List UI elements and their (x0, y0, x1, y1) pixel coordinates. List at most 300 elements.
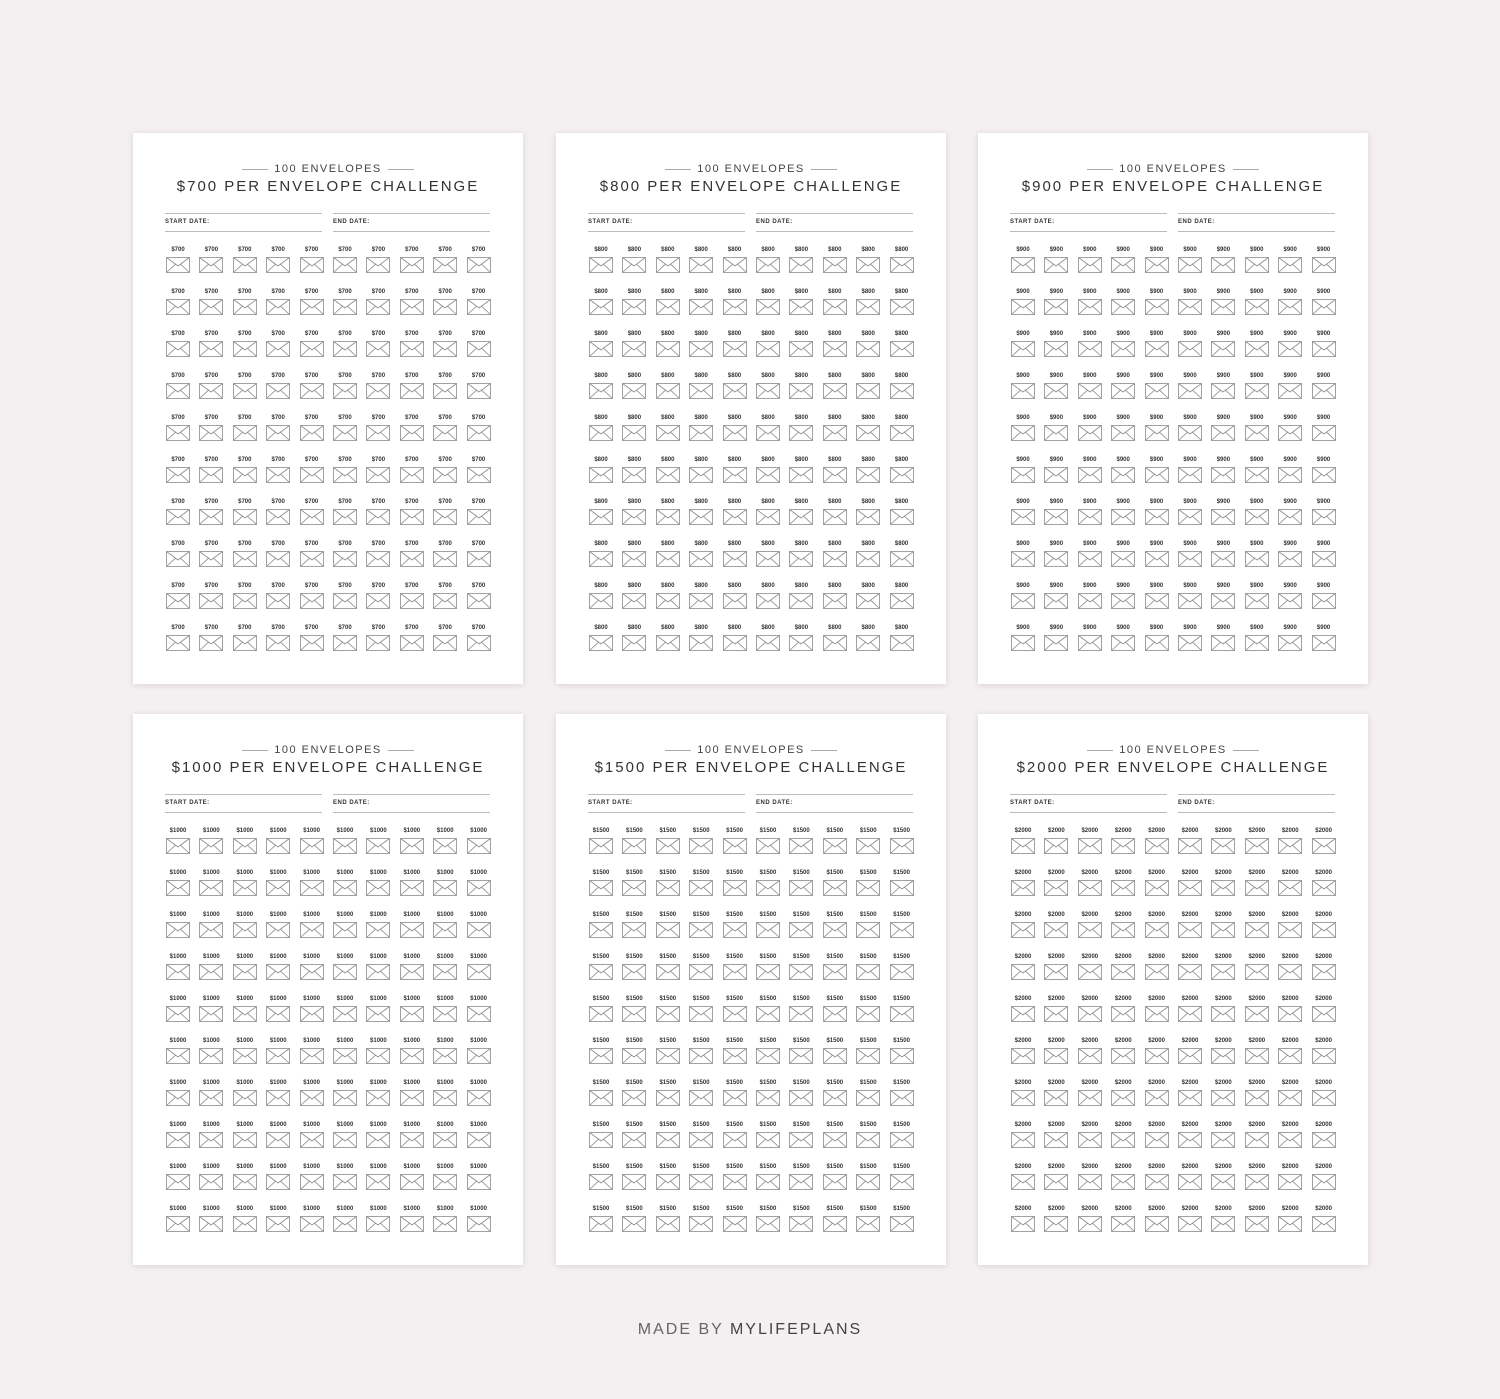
envelope-cell[interactable] (822, 457, 848, 485)
envelope-cell[interactable] (1244, 828, 1270, 856)
envelope-cell[interactable] (1210, 1164, 1236, 1192)
envelope-cell[interactable] (399, 331, 425, 359)
envelope-cell[interactable] (755, 1038, 781, 1066)
envelope-cell[interactable] (855, 289, 881, 317)
envelope-cell[interactable] (1177, 499, 1203, 527)
envelope-cell[interactable] (1077, 1164, 1103, 1192)
envelope-cell[interactable] (822, 541, 848, 569)
envelope-cell[interactable] (722, 996, 748, 1024)
envelope-cell[interactable] (1144, 912, 1170, 940)
envelope-cell[interactable] (822, 870, 848, 898)
envelope-cell[interactable] (265, 625, 291, 653)
envelope-cell[interactable] (1010, 289, 1036, 317)
envelope-cell[interactable] (755, 828, 781, 856)
envelope-cell[interactable] (1244, 331, 1270, 359)
envelope-cell[interactable] (198, 1122, 224, 1150)
envelope-cell[interactable] (588, 1122, 614, 1150)
envelope-cell[interactable] (198, 583, 224, 611)
envelope-cell[interactable] (1177, 415, 1203, 443)
envelope-cell[interactable] (1144, 247, 1170, 275)
envelope-cell[interactable] (1210, 415, 1236, 443)
envelope-cell[interactable] (588, 499, 614, 527)
envelope-cell[interactable] (432, 331, 458, 359)
envelope-cell[interactable] (332, 828, 358, 856)
end-date-field[interactable] (333, 213, 490, 232)
envelope-cell[interactable] (332, 583, 358, 611)
envelope-cell[interactable] (621, 415, 647, 443)
envelope-cell[interactable] (165, 1080, 191, 1108)
envelope-cell[interactable] (365, 870, 391, 898)
envelope-cell[interactable] (1311, 499, 1337, 527)
envelope-cell[interactable] (1277, 870, 1303, 898)
envelope-cell[interactable] (1244, 1206, 1270, 1234)
envelope-cell[interactable] (1311, 457, 1337, 485)
envelope-cell[interactable] (1010, 828, 1036, 856)
envelope-cell[interactable] (399, 625, 425, 653)
envelope-cell[interactable] (232, 828, 258, 856)
envelope-cell[interactable] (399, 583, 425, 611)
envelope-cell[interactable] (1077, 583, 1103, 611)
envelope-cell[interactable] (688, 870, 714, 898)
envelope-cell[interactable] (822, 331, 848, 359)
envelope-cell[interactable] (1077, 1122, 1103, 1150)
envelope-cell[interactable] (855, 954, 881, 982)
envelope-cell[interactable] (1043, 1206, 1069, 1234)
envelope-cell[interactable] (265, 583, 291, 611)
envelope-cell[interactable] (1110, 331, 1136, 359)
envelope-cell[interactable] (1010, 1164, 1036, 1192)
envelope-cell[interactable] (621, 1164, 647, 1192)
envelope-cell[interactable] (655, 996, 681, 1024)
envelope-cell[interactable] (822, 1080, 848, 1108)
envelope-cell[interactable] (1144, 289, 1170, 317)
envelope-cell[interactable] (722, 954, 748, 982)
envelope-cell[interactable] (655, 1206, 681, 1234)
envelope-cell[interactable] (432, 541, 458, 569)
envelope-cell[interactable] (788, 625, 814, 653)
envelope-cell[interactable] (1210, 1080, 1236, 1108)
envelope-cell[interactable] (788, 954, 814, 982)
envelope-cell[interactable] (1311, 625, 1337, 653)
envelope-cell[interactable] (432, 289, 458, 317)
envelope-cell[interactable] (299, 1206, 325, 1234)
envelope-cell[interactable] (1010, 625, 1036, 653)
envelope-cell[interactable] (265, 1206, 291, 1234)
envelope-cell[interactable] (1244, 625, 1270, 653)
envelope-cell[interactable] (198, 828, 224, 856)
envelope-cell[interactable] (1144, 1206, 1170, 1234)
envelope-cell[interactable] (1277, 583, 1303, 611)
envelope-cell[interactable] (1010, 415, 1036, 443)
envelope-cell[interactable] (1177, 247, 1203, 275)
envelope-cell[interactable] (1277, 1038, 1303, 1066)
envelope-cell[interactable] (466, 828, 492, 856)
envelope-cell[interactable] (1043, 331, 1069, 359)
envelope-cell[interactable] (855, 415, 881, 443)
envelope-cell[interactable] (621, 996, 647, 1024)
envelope-cell[interactable] (332, 415, 358, 443)
envelope-cell[interactable] (1311, 247, 1337, 275)
envelope-cell[interactable] (466, 541, 492, 569)
envelope-cell[interactable] (788, 331, 814, 359)
envelope-cell[interactable] (655, 912, 681, 940)
envelope-cell[interactable] (889, 457, 915, 485)
envelope-cell[interactable] (466, 373, 492, 401)
envelope-cell[interactable] (1110, 1164, 1136, 1192)
envelope-cell[interactable] (466, 415, 492, 443)
envelope-cell[interactable] (1043, 457, 1069, 485)
envelope-cell[interactable] (399, 499, 425, 527)
envelope-cell[interactable] (1244, 912, 1270, 940)
envelope-cell[interactable] (432, 1122, 458, 1150)
envelope-cell[interactable] (432, 1164, 458, 1192)
envelope-cell[interactable] (688, 289, 714, 317)
envelope-cell[interactable] (1210, 541, 1236, 569)
envelope-cell[interactable] (1210, 373, 1236, 401)
envelope-cell[interactable] (722, 331, 748, 359)
envelope-cell[interactable] (232, 996, 258, 1024)
envelope-cell[interactable] (655, 828, 681, 856)
envelope-cell[interactable] (588, 373, 614, 401)
envelope-cell[interactable] (399, 457, 425, 485)
envelope-cell[interactable] (889, 415, 915, 443)
envelope-cell[interactable] (621, 247, 647, 275)
envelope-cell[interactable] (399, 415, 425, 443)
envelope-cell[interactable] (621, 828, 647, 856)
envelope-cell[interactable] (1010, 954, 1036, 982)
envelope-cell[interactable] (1077, 247, 1103, 275)
end-date-field[interactable] (1178, 213, 1335, 232)
envelope-cell[interactable] (232, 331, 258, 359)
envelope-cell[interactable] (432, 625, 458, 653)
envelope-cell[interactable] (855, 828, 881, 856)
envelope-cell[interactable] (621, 331, 647, 359)
envelope-cell[interactable] (1210, 625, 1236, 653)
envelope-cell[interactable] (688, 1038, 714, 1066)
envelope-cell[interactable] (432, 828, 458, 856)
envelope-cell[interactable] (1311, 1038, 1337, 1066)
envelope-cell[interactable] (722, 499, 748, 527)
envelope-cell[interactable] (788, 1206, 814, 1234)
envelope-cell[interactable] (1144, 1080, 1170, 1108)
envelope-cell[interactable] (855, 1122, 881, 1150)
envelope-cell[interactable] (432, 247, 458, 275)
envelope-cell[interactable] (788, 1038, 814, 1066)
envelope-cell[interactable] (855, 625, 881, 653)
envelope-cell[interactable] (1144, 415, 1170, 443)
envelope-cell[interactable] (788, 828, 814, 856)
envelope-cell[interactable] (232, 457, 258, 485)
envelope-cell[interactable] (655, 583, 681, 611)
end-date-field[interactable] (333, 794, 490, 813)
envelope-cell[interactable] (299, 1080, 325, 1108)
envelope-cell[interactable] (755, 996, 781, 1024)
envelope-cell[interactable] (1144, 828, 1170, 856)
envelope-cell[interactable] (855, 457, 881, 485)
envelope-cell[interactable] (165, 954, 191, 982)
envelope-cell[interactable] (232, 954, 258, 982)
envelope-cell[interactable] (198, 1038, 224, 1066)
envelope-cell[interactable] (165, 625, 191, 653)
start-date-field[interactable] (165, 794, 322, 813)
envelope-cell[interactable] (265, 457, 291, 485)
envelope-cell[interactable] (1277, 996, 1303, 1024)
envelope-cell[interactable] (1010, 373, 1036, 401)
envelope-cell[interactable] (466, 583, 492, 611)
envelope-cell[interactable] (1110, 583, 1136, 611)
envelope-cell[interactable] (265, 996, 291, 1024)
envelope-cell[interactable] (1177, 331, 1203, 359)
envelope-cell[interactable] (265, 1164, 291, 1192)
envelope-cell[interactable] (655, 499, 681, 527)
envelope-cell[interactable] (822, 583, 848, 611)
envelope-cell[interactable] (588, 583, 614, 611)
envelope-cell[interactable] (1144, 870, 1170, 898)
envelope-cell[interactable] (165, 912, 191, 940)
envelope-cell[interactable] (621, 457, 647, 485)
envelope-cell[interactable] (466, 331, 492, 359)
envelope-cell[interactable] (1010, 870, 1036, 898)
envelope-cell[interactable] (788, 247, 814, 275)
envelope-cell[interactable] (299, 996, 325, 1024)
envelope-cell[interactable] (1110, 1080, 1136, 1108)
envelope-cell[interactable] (588, 954, 614, 982)
envelope-cell[interactable] (1010, 247, 1036, 275)
envelope-cell[interactable] (232, 1080, 258, 1108)
envelope-cell[interactable] (621, 373, 647, 401)
envelope-cell[interactable] (332, 499, 358, 527)
envelope-cell[interactable] (299, 828, 325, 856)
envelope-cell[interactable] (855, 912, 881, 940)
envelope-cell[interactable] (365, 583, 391, 611)
envelope-cell[interactable] (755, 373, 781, 401)
envelope-cell[interactable] (1311, 912, 1337, 940)
envelope-cell[interactable] (1311, 289, 1337, 317)
envelope-cell[interactable] (265, 247, 291, 275)
envelope-cell[interactable] (165, 289, 191, 317)
envelope-cell[interactable] (1210, 457, 1236, 485)
envelope-cell[interactable] (889, 247, 915, 275)
envelope-cell[interactable] (365, 331, 391, 359)
envelope-cell[interactable] (1077, 289, 1103, 317)
envelope-cell[interactable] (232, 541, 258, 569)
envelope-cell[interactable] (1110, 541, 1136, 569)
envelope-cell[interactable] (655, 373, 681, 401)
envelope-cell[interactable] (722, 625, 748, 653)
envelope-cell[interactable] (1110, 289, 1136, 317)
envelope-cell[interactable] (1010, 1038, 1036, 1066)
envelope-cell[interactable] (588, 331, 614, 359)
envelope-cell[interactable] (755, 954, 781, 982)
envelope-cell[interactable] (232, 1164, 258, 1192)
envelope-cell[interactable] (588, 541, 614, 569)
envelope-cell[interactable] (788, 415, 814, 443)
envelope-cell[interactable] (722, 1038, 748, 1066)
envelope-cell[interactable] (1144, 331, 1170, 359)
envelope-cell[interactable] (198, 1206, 224, 1234)
envelope-cell[interactable] (822, 996, 848, 1024)
envelope-cell[interactable] (399, 373, 425, 401)
envelope-cell[interactable] (1210, 1038, 1236, 1066)
start-date-field[interactable] (1010, 213, 1167, 232)
envelope-cell[interactable] (165, 499, 191, 527)
end-date-field[interactable] (1178, 794, 1335, 813)
envelope-cell[interactable] (755, 1164, 781, 1192)
envelope-cell[interactable] (466, 499, 492, 527)
envelope-cell[interactable] (621, 1080, 647, 1108)
envelope-cell[interactable] (432, 912, 458, 940)
envelope-cell[interactable] (688, 1164, 714, 1192)
envelope-cell[interactable] (1043, 1122, 1069, 1150)
envelope-cell[interactable] (588, 996, 614, 1024)
envelope-cell[interactable] (332, 1038, 358, 1066)
envelope-cell[interactable] (655, 1122, 681, 1150)
envelope-cell[interactable] (432, 415, 458, 443)
envelope-cell[interactable] (722, 1164, 748, 1192)
envelope-cell[interactable] (889, 541, 915, 569)
envelope-cell[interactable] (1244, 499, 1270, 527)
envelope-cell[interactable] (299, 499, 325, 527)
envelope-cell[interactable] (621, 912, 647, 940)
envelope-cell[interactable] (722, 1206, 748, 1234)
envelope-cell[interactable] (588, 289, 614, 317)
envelope-cell[interactable] (1244, 996, 1270, 1024)
envelope-cell[interactable] (1277, 912, 1303, 940)
envelope-cell[interactable] (165, 1164, 191, 1192)
envelope-cell[interactable] (299, 247, 325, 275)
envelope-cell[interactable] (1043, 583, 1069, 611)
envelope-cell[interactable] (688, 457, 714, 485)
envelope-cell[interactable] (1110, 828, 1136, 856)
envelope-cell[interactable] (855, 996, 881, 1024)
envelope-cell[interactable] (332, 457, 358, 485)
envelope-cell[interactable] (688, 1080, 714, 1108)
envelope-cell[interactable] (1043, 912, 1069, 940)
envelope-cell[interactable] (1010, 541, 1036, 569)
envelope-cell[interactable] (365, 373, 391, 401)
envelope-cell[interactable] (332, 373, 358, 401)
envelope-cell[interactable] (822, 912, 848, 940)
envelope-cell[interactable] (1244, 289, 1270, 317)
envelope-cell[interactable] (198, 457, 224, 485)
envelope-cell[interactable] (365, 541, 391, 569)
envelope-cell[interactable] (688, 499, 714, 527)
envelope-cell[interactable] (1311, 583, 1337, 611)
envelope-cell[interactable] (788, 499, 814, 527)
envelope-cell[interactable] (755, 415, 781, 443)
envelope-cell[interactable] (722, 828, 748, 856)
envelope-cell[interactable] (1311, 1164, 1337, 1192)
envelope-cell[interactable] (1177, 457, 1203, 485)
envelope-cell[interactable] (232, 583, 258, 611)
envelope-cell[interactable] (198, 331, 224, 359)
envelope-cell[interactable] (1210, 912, 1236, 940)
envelope-cell[interactable] (198, 373, 224, 401)
envelope-cell[interactable] (1110, 1122, 1136, 1150)
envelope-cell[interactable] (1144, 541, 1170, 569)
envelope-cell[interactable] (688, 625, 714, 653)
envelope-cell[interactable] (822, 289, 848, 317)
envelope-cell[interactable] (299, 289, 325, 317)
envelope-cell[interactable] (365, 1206, 391, 1234)
envelope-cell[interactable] (232, 289, 258, 317)
envelope-cell[interactable] (1277, 289, 1303, 317)
envelope-cell[interactable] (1277, 954, 1303, 982)
envelope-cell[interactable] (1277, 1206, 1303, 1234)
envelope-cell[interactable] (399, 996, 425, 1024)
envelope-cell[interactable] (265, 499, 291, 527)
envelope-cell[interactable] (1244, 1038, 1270, 1066)
envelope-cell[interactable] (1144, 457, 1170, 485)
envelope-cell[interactable] (755, 499, 781, 527)
envelope-cell[interactable] (165, 541, 191, 569)
envelope-cell[interactable] (365, 1080, 391, 1108)
envelope-cell[interactable] (655, 457, 681, 485)
envelope-cell[interactable] (365, 457, 391, 485)
envelope-cell[interactable] (466, 1122, 492, 1150)
envelope-cell[interactable] (1043, 625, 1069, 653)
envelope-cell[interactable] (788, 541, 814, 569)
envelope-cell[interactable] (198, 1080, 224, 1108)
envelope-cell[interactable] (466, 1164, 492, 1192)
envelope-cell[interactable] (1144, 373, 1170, 401)
envelope-cell[interactable] (755, 457, 781, 485)
envelope-cell[interactable] (299, 1122, 325, 1150)
envelope-cell[interactable] (232, 870, 258, 898)
envelope-cell[interactable] (655, 331, 681, 359)
envelope-cell[interactable] (889, 996, 915, 1024)
envelope-cell[interactable] (299, 541, 325, 569)
envelope-cell[interactable] (1311, 828, 1337, 856)
envelope-cell[interactable] (588, 1080, 614, 1108)
envelope-cell[interactable] (722, 373, 748, 401)
envelope-cell[interactable] (1277, 541, 1303, 569)
envelope-cell[interactable] (1177, 954, 1203, 982)
envelope-cell[interactable] (855, 1038, 881, 1066)
envelope-cell[interactable] (365, 289, 391, 317)
envelope-cell[interactable] (399, 1206, 425, 1234)
envelope-cell[interactable] (588, 828, 614, 856)
envelope-cell[interactable] (466, 912, 492, 940)
envelope-cell[interactable] (1144, 1122, 1170, 1150)
end-date-field[interactable] (756, 213, 913, 232)
envelope-cell[interactable] (232, 912, 258, 940)
envelope-cell[interactable] (588, 1206, 614, 1234)
envelope-cell[interactable] (1311, 870, 1337, 898)
envelope-cell[interactable] (1110, 457, 1136, 485)
envelope-cell[interactable] (466, 996, 492, 1024)
envelope-cell[interactable] (165, 1122, 191, 1150)
envelope-cell[interactable] (889, 1038, 915, 1066)
envelope-cell[interactable] (232, 1122, 258, 1150)
envelope-cell[interactable] (232, 373, 258, 401)
envelope-cell[interactable] (1144, 1164, 1170, 1192)
envelope-cell[interactable] (588, 1038, 614, 1066)
envelope-cell[interactable] (1177, 1164, 1203, 1192)
envelope-cell[interactable] (299, 583, 325, 611)
envelope-cell[interactable] (332, 912, 358, 940)
envelope-cell[interactable] (332, 289, 358, 317)
envelope-cell[interactable] (332, 996, 358, 1024)
envelope-cell[interactable] (822, 247, 848, 275)
envelope-cell[interactable] (1210, 1206, 1236, 1234)
envelope-cell[interactable] (1277, 499, 1303, 527)
envelope-cell[interactable] (332, 331, 358, 359)
envelope-cell[interactable] (1210, 828, 1236, 856)
envelope-cell[interactable] (722, 583, 748, 611)
envelope-cell[interactable] (299, 870, 325, 898)
envelope-cell[interactable] (1010, 1122, 1036, 1150)
